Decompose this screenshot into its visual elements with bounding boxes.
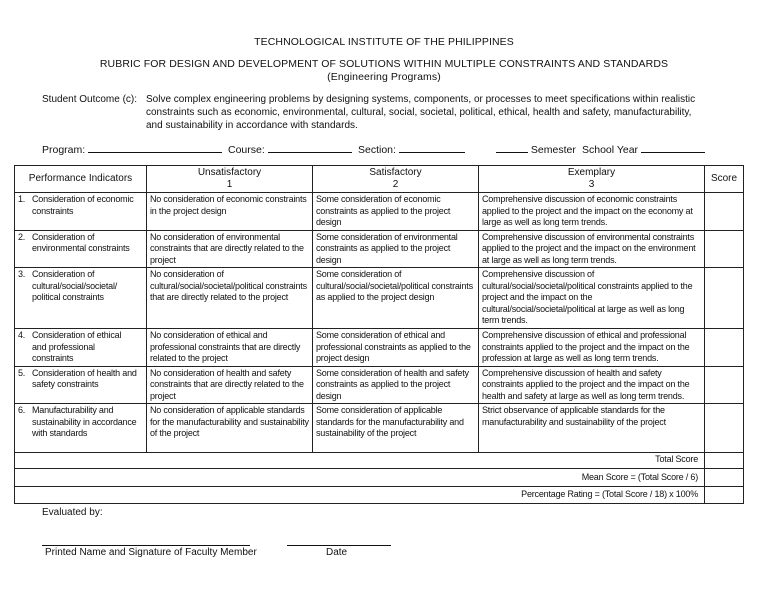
exemplary-cell: Strict observance of applicable standards for the manufacturability and sustainability of the project <box>479 404 705 453</box>
header-unsatisfactory-label: Unsatisfactory <box>197 167 262 178</box>
table-row <box>15 193 744 231</box>
date-label: Date <box>326 547 348 558</box>
unsatisfactory-cell: No consideration of health and safety constraints that are directly related to the project <box>147 366 313 404</box>
semester-field[interactable] <box>496 142 576 156</box>
satisfactory-cell: Some consideration of environmental constraints as applied to the project design <box>313 230 479 268</box>
header-satisfactory-score: 2 <box>392 179 399 190</box>
indicator-cell <box>15 193 147 231</box>
score-cell[interactable] <box>705 404 744 453</box>
indicator-text: Consideration of economic constraints <box>32 194 134 216</box>
indicator-text: Consideration of ethical and professional constraints <box>32 330 122 363</box>
program-label: Program: <box>42 144 86 156</box>
exemplary-cell: Comprehensive discussion of environmental constraints applied to the project and the impact on the environment at large as well as long term trends. <box>479 230 705 268</box>
total-score-cell[interactable] <box>705 453 744 469</box>
header-performance-indicators: Performance Indicators <box>15 166 147 193</box>
course-field[interactable] <box>228 142 352 156</box>
satisfactory-cell: Some consideration of applicable standards for the manufacturability and sustainability of the project <box>313 404 479 453</box>
program-blank[interactable] <box>88 142 222 153</box>
evaluated-by-label: Evaluated by: <box>42 507 103 518</box>
student-outcome-text: Solve complex engineering problems by designing systems, components, or processes to meet specifications within realistic constraints such as economic, environmental, cultural, social, societal, political, ethical, health and safety, manufacturability, and sustainability in accordance with standards. <box>146 94 696 131</box>
exemplary-cell: Comprehensive discussion of cultural/social/societal/political constraints applied to the project and the impact on the cultural/social/societal/political at large as well as long term trends. <box>479 268 705 329</box>
programs-subtitle: (Engineering Programs) <box>327 71 441 83</box>
indicator-cell <box>15 366 147 404</box>
header-exemplary-score: 3 <box>588 179 595 190</box>
satisfactory-cell: Some consideration of economic constraints as applied to the project design <box>313 193 479 231</box>
unsatisfactory-cell: No consideration of applicable standards for the manufacturability and sustainability of the project <box>147 404 313 453</box>
row-number: 4. <box>18 330 26 340</box>
header-exemplary-label: Exemplary <box>567 167 616 178</box>
mean-score-label: Mean Score = (Total Score / 6) <box>15 469 705 487</box>
header-exemplary <box>479 166 705 193</box>
satisfactory-cell: Some consideration of cultural/social/societal/political constraints as applied to the project design <box>313 268 479 329</box>
score-cell[interactable] <box>705 329 744 367</box>
unsatisfactory-cell: No consideration of environmental constraints that are directly related to the project <box>147 230 313 268</box>
table-row <box>15 230 744 268</box>
percentage-rating-label: Percentage Rating = (Total Score / 18) x 100% <box>15 487 705 504</box>
semester-blank[interactable] <box>496 142 528 153</box>
indicator-cell <box>15 268 147 329</box>
table-row <box>15 404 744 453</box>
institute-name: TECHNOLOGICAL INSTITUTE OF THE PHILIPPINES <box>254 36 514 48</box>
header-unsatisfactory-score: 1 <box>226 179 233 190</box>
unsatisfactory-cell: No consideration of ethical and professional constraints that are directly related to the project <box>147 329 313 367</box>
unsatisfactory-cell: No consideration of economic constraints in the project design <box>147 193 313 231</box>
date-line[interactable] <box>287 545 391 546</box>
exemplary-cell: Comprehensive discussion of economic constraints applied to the project and the impact on the economy at large as well as long term trends. <box>479 193 705 231</box>
header-unsatisfactory <box>147 166 313 193</box>
table-row <box>15 268 744 329</box>
section-field[interactable] <box>358 142 465 156</box>
exemplary-cell: Comprehensive discussion of health and safety constraints applied to the project and the impact on the health and safety at large as well as long term trends. <box>479 366 705 404</box>
exemplary-cell: Comprehensive discussion of ethical and professional constraints applied to the project and the impact on the profession at large as well as long term trends. <box>479 329 705 367</box>
total-score-row <box>15 453 744 469</box>
faculty-signature-line[interactable] <box>42 545 250 546</box>
indicator-text: Manufacturability and sustainability in accordance with standards <box>32 405 137 438</box>
school-year-label: School Year <box>582 144 639 156</box>
table-row <box>15 366 744 404</box>
score-cell[interactable] <box>705 193 744 231</box>
indicator-cell <box>15 329 147 367</box>
row-number: 6. <box>18 405 26 415</box>
table-header-row <box>15 166 744 193</box>
indicator-text: Consideration of environmental constraints <box>32 231 130 253</box>
row-number: 1. <box>18 194 26 204</box>
row-number: 3. <box>18 269 26 279</box>
table-row <box>15 329 744 367</box>
rubric-title: RUBRIC FOR DESIGN AND DEVELOPMENT OF SOLUTIONS WITHIN MULTIPLE CONSTRAINTS AND STANDARDS <box>99 58 669 70</box>
percentage-rating-row <box>15 487 744 504</box>
total-score-label: Total Score <box>15 453 705 469</box>
score-cell[interactable] <box>705 366 744 404</box>
mean-score-row <box>15 469 744 487</box>
faculty-signature-label: Printed Name and Signature of Faculty Member <box>45 547 257 558</box>
row-number: 5. <box>18 367 26 378</box>
unsatisfactory-cell: No consideration of cultural/social/societal/political constraints that are directly related to the project <box>147 268 313 329</box>
mean-score-cell[interactable] <box>705 469 744 487</box>
indicator-cell <box>15 404 147 453</box>
student-outcome-label: Student Outcome (c): <box>42 94 138 105</box>
header-satisfactory-label: Satisfactory <box>369 167 422 178</box>
course-label: Course: <box>228 144 265 156</box>
indicator-text: Consideration of health and safety constraints <box>32 367 137 389</box>
program-field[interactable] <box>42 142 222 156</box>
percentage-rating-cell[interactable] <box>705 487 744 504</box>
score-cell[interactable] <box>705 268 744 329</box>
course-blank[interactable] <box>268 142 352 153</box>
satisfactory-cell: Some consideration of ethical and professional constraints as applied to the project design <box>313 329 479 367</box>
section-blank[interactable] <box>399 142 465 153</box>
school-year-blank[interactable] <box>641 142 705 153</box>
indicator-cell <box>15 230 147 268</box>
header-score: Score <box>705 166 744 193</box>
rubric-table <box>14 165 744 504</box>
semester-label: Semester <box>530 144 576 156</box>
header-satisfactory <box>313 166 479 193</box>
indicator-text: Consideration of cultural/social/societal/ political constraints <box>32 269 118 302</box>
section-label: Section: <box>358 144 396 156</box>
satisfactory-cell: Some consideration of health and safety constraints as applied to the project design <box>313 366 479 404</box>
school-year-field[interactable] <box>582 142 705 156</box>
score-cell[interactable] <box>705 230 744 268</box>
row-number: 2. <box>18 231 26 242</box>
